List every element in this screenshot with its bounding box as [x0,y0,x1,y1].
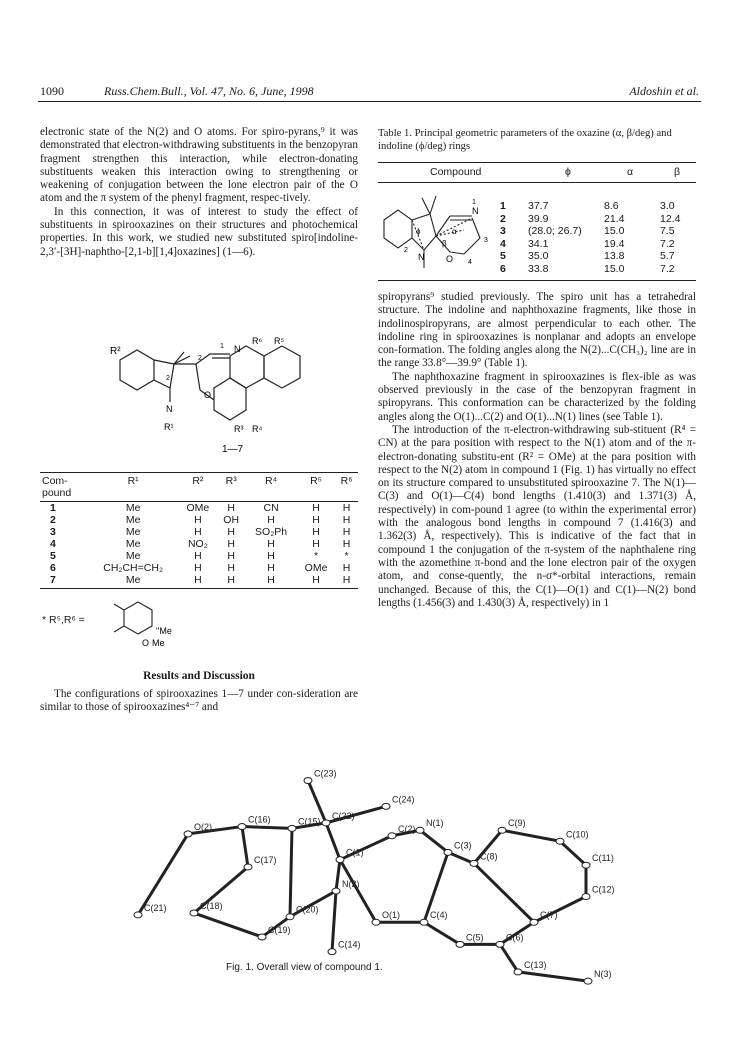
substituent-cell: SO₂Ph [255,526,288,538]
atom-label: C(12) [592,884,615,895]
table-row [40,538,358,550]
figure-1-ortep [110,758,630,980]
substituent-cell: H [342,502,351,514]
table1-compound: 5 [500,250,506,263]
substituent-cell: NO₂ [187,538,208,550]
bond [340,860,376,923]
atom-ellipse [382,803,390,809]
atom-ellipse [322,820,330,826]
atom-label: C(9) [508,818,526,829]
running-author: Aldoshin et al. [629,84,699,98]
compound-number: 7 [40,574,88,589]
atom-ellipse [456,941,464,947]
schema-alpha: α [452,227,457,236]
atom-label: C(15) [298,816,321,827]
locant-1: 1 [220,343,224,350]
substituent-cell: H [342,562,351,574]
table1-value: 7.2 [660,263,675,275]
r4-label: R⁴ [252,424,263,434]
atom-ellipse [336,857,344,863]
table1-ring-schema [380,190,500,276]
right-column-text [378,291,696,610]
table1-value: 12.4 [660,212,681,225]
atom-ellipse [584,978,592,984]
substituent-cell: * [314,550,319,562]
table1-value: 13.8 [604,250,625,263]
schema-n: N [472,206,479,216]
table-row [40,550,358,562]
substituent-cell: H [267,550,275,562]
substituent-cell: H [267,562,275,574]
atom-ellipse [582,862,590,868]
atom-label: C(1) [346,847,364,858]
substituent-cell: H [342,526,351,538]
th-compound-2: pound [40,487,88,502]
substituent-cell: H [227,526,235,538]
substituent-cell: H [297,574,335,589]
table1-value: 8.6 [604,200,619,212]
atom-label: C(3) [454,840,472,851]
r5-label: R⁵ [274,336,285,346]
atom-label: C(20) [296,904,319,915]
table1-bottom-rule [378,280,696,281]
left-column-results [40,688,358,715]
atom-label: O(1) [382,910,400,921]
footnote-structure [110,598,200,648]
substituent-cell: Me [125,526,141,538]
atom-label: C(18) [200,901,223,912]
table-row [40,502,358,515]
substituent-cell: Me [88,574,179,589]
section-title: Results and Discussion [143,670,255,682]
table1-compound: 6 [500,263,506,275]
substituent-cell: H [342,514,351,526]
atom-label: C(14) [338,939,361,950]
atom-ellipse [134,912,142,918]
atom-ellipse [258,934,266,940]
table1-value: 15.0 [604,225,625,238]
atom-label: N(2) [342,878,360,889]
atom-ellipse [244,864,252,870]
atom-ellipse [328,949,336,955]
substituent-cell: H [312,514,320,526]
atom-label: C(21) [144,902,167,913]
bond [326,823,340,860]
n-indoline-label: N [166,404,173,414]
substituent-cell: H [267,514,275,526]
compound-number: 3 [50,526,56,538]
atom-ellipse [416,827,424,833]
bond [424,922,460,944]
table1-value: 19.4 [604,237,625,250]
th-r4: R⁴ [245,473,297,488]
atom-label: C(8) [480,851,498,862]
substituent-cell: * [344,550,349,562]
header-rule [38,101,701,102]
substituent-cell: Me [125,502,141,514]
table1-compound: 4 [500,237,506,250]
compound-number: 1 [50,502,56,514]
substituent-cell: H [227,550,235,562]
right-paragraph-3: The introduction of the π-electron-withdrawing sub-stituent (R⁴ = CN) at the para position with respect to the N(1) atom and of the π-electron-donating substitu-ent (R² = OMe) at the para position with respect to the N(2) atom in compound 1 (Fig. 1) has virtually no effect on its structure compared to unsubstituted spirooxazine 7. The N(1)—C(3) and O(1)—C(4) bond lengths (1.410(3) and 1.371(3) Å, respectively) in com-pound 1 agree (to within the experimental error) with the analogous bond lengths in compound 7 (1.416(3) and 1.362(3) Å, respectively). This is indicative of the fact that in compound 1 the conjugation of the π-system of the naphthalene ring with the azomethine π-bond and the lone electron pair of the oxygen atom, and conse-quently, the n-σ*-orbital interactions, remain unchanged. Because of this, the C(1)—O(1) and C(1)—N(2) bond lengths (1.456(3) and 1.430(3) Å, respectively) in 1 [378,423,696,609]
locant-2-oxazine: 2 [198,355,202,362]
journal-citation: Russ.Chem.Bull., Vol. 47, No. 6, June, 1998 [104,84,314,98]
table1-compound: 1 [500,200,506,212]
atom-label: C(19) [268,924,291,935]
substituent-cell: H [227,538,235,550]
atom-ellipse [496,941,504,947]
atom-ellipse [288,825,296,831]
table-row [40,562,358,574]
compound-number: 6 [50,562,56,574]
atom-label: N(1) [426,818,444,829]
substituent-cell: H [245,574,297,589]
schema-n-indoline: N [418,252,425,262]
atom-ellipse [388,833,396,839]
right-paragraph-1: spiropyrans⁹ studied previously. The spiro unit has a tetrahedral structure. The indoline and naphthoxazine fragments, like those in indolinospiropyrans, are almost perpendicular to each other. The indoline ring in spirooxazines is nonplanar and adopts an envelope con-formation. The folding angles along the N(2)...C(CH₃)₂ line are in the range 33.8°—39.9° (Table 1). [378,291,696,370]
substituent-cell: OMe [304,562,328,574]
bond [290,828,292,916]
bond [502,830,560,841]
table1-header-rule [378,182,696,183]
schema-phi: ϕ [416,227,421,236]
substituent-cell: Me [125,538,141,550]
compound-number: 5 [50,550,56,562]
locant-2-indoline: 2 [166,375,170,382]
table1-value: 39.9 [528,212,549,225]
left-paragraph-2: In this connection, it was of interest to study the effect of substituents in spirooxazines on their structures and photochemical properties. In this work, we studied new substituted spiro[indoline-2,3′-[3H]-naphtho-[2,1-b][1,4]oxazines] (1—6). [40,205,358,258]
atom-label: C(13) [524,959,547,970]
right-paragraph-2: The naphthoxazine fragment in spirooxazines is flex-ible as was observed previously in the case of the benzopyran fragment in spiropyrans. This conformation can be characterized by the folding angles along the O(1)...C(2) and O(1)...N(1) lines (see Table 1). [378,370,696,423]
table-row [40,514,358,526]
schema-locant-1: 1 [472,199,476,206]
substituent-cell: Me [125,550,141,562]
table1-value: 5.7 [660,250,675,263]
table1-value: 37.7 [528,200,549,212]
left-column-intro [40,126,358,259]
atom-label: N(3) [594,969,612,980]
substituent-cell: CH₂CH=CH₂ [103,562,164,574]
table1-col-alpha: α [627,166,634,178]
th-compound: Com- [40,473,88,488]
bond [332,891,336,952]
substituent-cell: CN [263,502,279,514]
substituent-cell: H [342,538,351,550]
atom-label: C(17) [254,855,277,866]
left-paragraph-1: electronic state of the N(2) and O atoms. For spiro-pyrans,⁹ it was demonstrated that electron-withdrawing substituents in the benzopyran fragment strengthen this interaction, while electron-donating substituents weaken this interaction owing to strengthening or weakening of conjugation between the lone electron pair of the O atom and the π system of the phenyl fragment, respec-tively. [40,126,358,205]
atom-ellipse [286,914,294,920]
spirooxazine-scheme [110,336,340,465]
schema-o: O [446,254,454,264]
th-r1: R¹ [88,473,179,488]
table1-value: 21.4 [604,212,625,225]
table1-col-compound: Compound [430,166,482,178]
bond [242,827,292,829]
th-r2: R² [179,473,217,488]
atom-ellipse [372,919,380,925]
compound-table-wrap [40,472,358,589]
atom-ellipse [420,919,428,925]
r3-label: R³ [234,424,244,434]
atom-ellipse [498,827,506,833]
table1-caption: Table 1. Principal geometric parameters of the oxazine (α, β/deg) and indoline (ϕ/deg) rings [378,128,672,152]
table1-value: (28.0; 26.7) [528,225,582,238]
schema-locant-4: 4 [468,259,472,266]
substituent-cell: H [217,574,245,589]
substituent-cell: H [267,538,275,550]
page-number: 1090 [40,84,64,98]
table1-compound: 2 [500,212,506,225]
r2-label: R² [110,346,121,357]
atom-ellipse [184,831,192,837]
atom-label: C(7) [540,910,558,921]
table1-value: 15.0 [604,263,625,275]
scheme-compound-range: 1—7 [222,444,244,455]
atom-label: C(5) [466,932,484,943]
figure-1-caption: Fig. 1. Overall view of compound 1. [226,962,383,973]
substituent-cell: H [179,574,217,589]
table1-value: 7.5 [660,225,675,238]
substituent-cell: H [194,562,202,574]
table-row [40,574,358,589]
compound-number: 4 [50,538,56,550]
atom-label: C(24) [392,794,415,805]
table1-col-phi: ϕ [565,166,571,178]
table1-top-rule [378,162,696,163]
footnote-me-2: Me [152,638,165,648]
footnote-me-1: ''Me [156,626,172,636]
footnote-label: * R⁵,R⁶ = [42,614,85,626]
substituent-cell: H [194,526,202,538]
bond [500,944,518,972]
substituent-cell: H [194,550,202,562]
bond [518,972,588,981]
atom-label: C(11) [592,853,614,864]
atom-label: O(2) [194,821,212,832]
th-r6: R⁶ [335,473,358,488]
atom-ellipse [514,969,522,975]
atom-ellipse [238,824,246,830]
atom-ellipse [304,778,312,784]
atom-label: C(23) [314,768,337,779]
atom-ellipse [332,888,340,894]
th-r5: R⁵ [297,473,335,488]
table1-value: 33.8 [528,263,549,275]
table1-value: 3.0 [660,200,675,212]
atom-ellipse [530,919,538,925]
substituent-cell: H [335,574,358,589]
table1-value: 34.1 [528,237,549,250]
substituent-cell: H [312,502,320,514]
atom-ellipse [556,838,564,844]
atom-label: C(16) [248,814,271,825]
atom-label: C(6) [506,932,524,943]
table1-col-beta: β [674,166,681,178]
atom-label: C(4) [430,910,448,921]
atom-label: C(2) [398,823,416,834]
schema-beta: β [442,239,447,248]
th-r3: R³ [217,473,245,488]
bond [242,827,248,867]
atom-label: C(10) [566,829,589,840]
substituent-cell: H [227,502,235,514]
table-row [40,526,358,538]
compound-table [40,472,358,589]
substituent-cell: OMe [186,502,210,514]
compound-number: 2 [50,514,56,526]
atom-ellipse [470,860,478,866]
n-label: N [234,344,241,354]
bond [420,830,448,852]
bond [474,863,534,922]
substituent-cell: H [194,514,202,526]
o-label: O [204,390,212,400]
schema-locant-2: 2 [404,247,408,254]
bond [194,913,262,937]
substituent-cell: OH [223,514,240,526]
atom-label: C(22) [332,810,355,821]
atom-ellipse [582,893,590,899]
r6-label: R⁶ [252,336,263,346]
substituent-cell: Me [125,514,141,526]
substituent-cell: H [312,526,320,538]
table1-value: 7.2 [660,237,675,250]
table1-value: 35.0 [528,250,549,263]
substituent-cell: H [312,538,320,550]
table1-compound: 3 [500,225,506,238]
left-paragraph-3: The configurations of spirooxazines 1—7 under con-sideration are similar to those of spirooxazines⁴⁻⁷ and [40,688,358,714]
bond [336,860,340,891]
footnote-oxygen: O [142,638,150,648]
substituent-cell: H [227,562,235,574]
atom-ellipse [444,849,452,855]
schema-locant-3: 3 [484,237,488,244]
bond [560,841,586,865]
atom-ellipse [190,910,198,916]
r1-label: R¹ [164,422,174,432]
